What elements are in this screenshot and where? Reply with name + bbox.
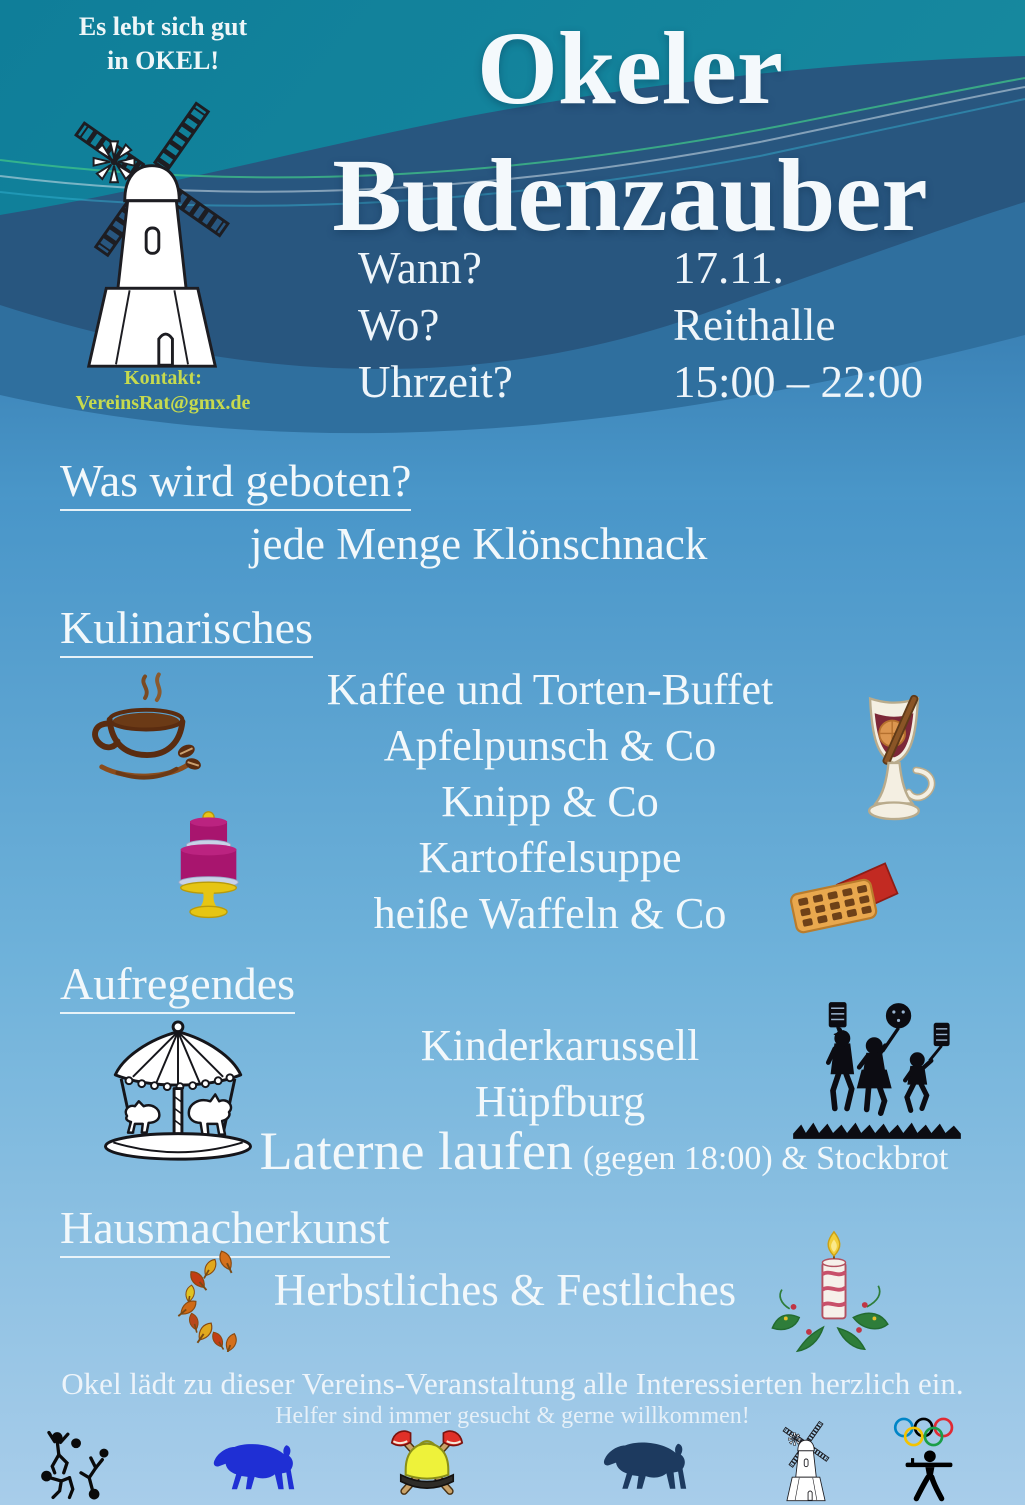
- section-aufregendes-heading: Aufregendes: [60, 958, 295, 1014]
- contact-block: [18, 366, 308, 416]
- title-line2: Budenzauber: [332, 137, 928, 253]
- section-intro-heading: Was wird geboten?: [60, 455, 411, 511]
- list-item: heiße Waffeln & Co: [373, 889, 727, 938]
- lantern-children-icon: [788, 995, 966, 1147]
- detail-label: Uhrzeit?: [358, 357, 513, 408]
- detail-label: Wann?: [358, 243, 482, 293]
- list-item: Kaffee und Torten-Buffet: [326, 665, 774, 714]
- detail-row-where: [358, 297, 978, 354]
- list-item: Kartoffelsuppe: [418, 833, 682, 882]
- windmill-icon: [66, 82, 238, 374]
- laterne-note: (gegen 18:00) & Stockbrot: [582, 1140, 949, 1177]
- waffle-icon: [786, 856, 901, 938]
- detail-row-time: [358, 354, 978, 411]
- fire-brigade-icon: [386, 1426, 468, 1504]
- tagline-line2: in OKEL!: [107, 45, 219, 75]
- footer-invite-line: Okel lädt zu dieser Vereins-Veranstaltung alle Interessierten herzlich ein.: [61, 1366, 964, 1401]
- footer-helpers-line: Helfer sind immer gesucht & gerne willkommen!: [275, 1403, 750, 1429]
- contact-label: Kontakt:: [124, 367, 202, 389]
- contact-email: VereinsRat@gmx.de: [75, 392, 251, 414]
- list-item: Kinderkarussell: [420, 1021, 700, 1070]
- event-details: [358, 240, 978, 411]
- olympic-shooter-icon: [893, 1414, 965, 1504]
- autumn-leaves-icon: [158, 1250, 258, 1352]
- detail-value: Reithalle: [673, 300, 836, 351]
- detail-label: Wo?: [358, 300, 440, 351]
- cake-icon: [165, 806, 253, 926]
- candle-icon: [768, 1226, 898, 1356]
- punch-glass-icon: [848, 692, 940, 832]
- windmill-small-icon: [770, 1415, 842, 1503]
- intro-line: jede Menge Klönschnack: [250, 519, 708, 569]
- tagline: [38, 10, 288, 78]
- section-hausmacherkunst-heading: Hausmacherkunst: [60, 1202, 390, 1258]
- detail-value: 15:00 – 22:00: [673, 357, 924, 408]
- blue-horse-icon: [208, 1438, 296, 1500]
- list-item: Apfelpunsch & Co: [383, 721, 717, 770]
- aufregendes-list: [250, 1018, 870, 1130]
- detail-value: 17.11.: [673, 243, 784, 293]
- list-item: Hüpfburg: [474, 1077, 646, 1126]
- coffee-cup-icon: [88, 668, 206, 790]
- hausmacherkunst-line: Herbstliches & Festliches: [273, 1265, 737, 1315]
- section-kulinarisches-heading: Kulinarisches: [60, 602, 313, 658]
- event-title: [265, 6, 995, 260]
- list-item: Knipp & Co: [441, 777, 659, 826]
- gymnasts-icon: [35, 1428, 113, 1502]
- carousel-icon: [88, 1018, 268, 1165]
- detail-row-when: [358, 240, 978, 297]
- title-line1: Okeler: [476, 11, 784, 126]
- tagline-line1: Es lebt sich gut: [78, 12, 248, 41]
- dark-horse-icon: [598, 1435, 688, 1501]
- kulinarisches-list: [265, 662, 835, 942]
- laterne-main: Laterne laufen: [259, 1121, 573, 1181]
